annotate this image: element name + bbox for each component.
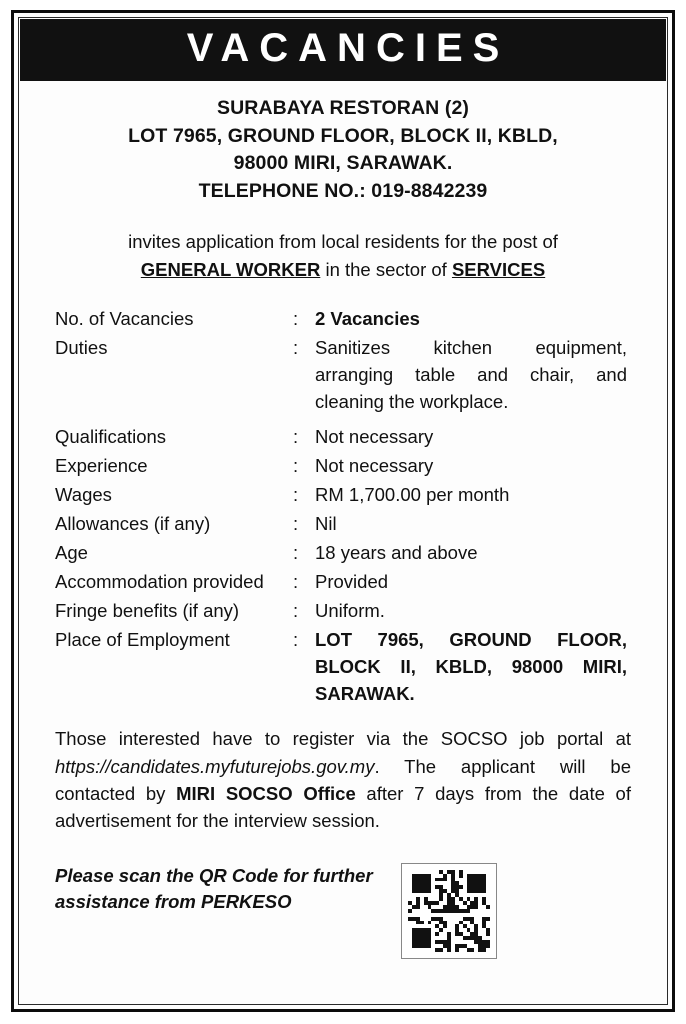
company-address-line-1: LOT 7965, GROUND FLOOR, BLOCK II, KBLD, bbox=[128, 124, 558, 147]
advertisement-inner-border bbox=[18, 17, 668, 1005]
invitation-statement bbox=[19, 212, 667, 290]
table-row bbox=[55, 305, 633, 332]
table-row bbox=[55, 597, 633, 624]
register-text-part-3: after 7 days from the date of advertisement for the interview session. bbox=[55, 783, 631, 832]
row-label-allowances: Allowances (if any) bbox=[55, 513, 211, 535]
invitation-line: invites application from local residents for the post of bbox=[128, 230, 558, 252]
table-row bbox=[55, 452, 633, 479]
company-telephone: TELEPHONE NO.: 019-8842239 bbox=[198, 180, 488, 203]
table-row bbox=[55, 568, 633, 595]
job-sector: SERVICES bbox=[451, 258, 546, 280]
invitation-middle: in the sector of bbox=[320, 258, 452, 280]
row-colon: : bbox=[293, 308, 299, 330]
row-colon: : bbox=[293, 513, 299, 535]
register-text-part-1: Those interested have to register via the SOCSO job portal at bbox=[55, 728, 631, 750]
bottom-spacer bbox=[19, 959, 667, 1004]
row-label-fringe-benefits: Fringe benefits (if any) bbox=[55, 600, 240, 622]
vacancies-banner bbox=[20, 19, 666, 81]
row-colon: : bbox=[293, 455, 299, 477]
row-colon: : bbox=[293, 600, 299, 622]
row-colon: : bbox=[293, 484, 299, 506]
row-label-qualifications: Qualifications bbox=[55, 426, 167, 448]
job-details-table bbox=[19, 289, 667, 709]
company-name: SURABAYA RESTORAN (2) bbox=[216, 97, 470, 119]
row-value-duties: Sanitizes kitchen equipment, arranging table and chair, and cleaning the workplace. bbox=[315, 337, 627, 413]
table-row bbox=[55, 481, 633, 508]
row-value-allowances: Nil bbox=[315, 513, 337, 535]
qr-code-section bbox=[19, 835, 667, 959]
row-label-accommodation: Accommodation provided bbox=[55, 571, 264, 593]
row-label-age: Age bbox=[55, 542, 88, 564]
job-post-title: GENERAL WORKER bbox=[140, 258, 321, 280]
row-value-accommodation: Provided bbox=[315, 571, 389, 593]
register-text-part-2: . The applicant will be contacted by bbox=[55, 755, 631, 804]
row-colon: : bbox=[293, 337, 299, 359]
row-value-qualifications: Not necessary bbox=[315, 426, 434, 448]
row-value-age: 18 years and above bbox=[315, 542, 478, 564]
registration-instructions bbox=[19, 709, 667, 835]
row-value-wages: RM 1,700.00 per month bbox=[315, 484, 510, 506]
row-colon: : bbox=[293, 426, 299, 448]
row-colon: : bbox=[293, 542, 299, 564]
row-value-fringe-benefits: Uniform. bbox=[315, 600, 385, 622]
qr-instruction-text: Please scan the QR Code for further assistance from PERKESO bbox=[55, 864, 373, 913]
row-colon: : bbox=[293, 629, 299, 651]
row-label-wages: Wages bbox=[55, 484, 112, 506]
advertisement-outer-border bbox=[11, 10, 675, 1012]
row-label-duties: Duties bbox=[55, 337, 108, 359]
company-address-line-2: 98000 MIRI, SARAWAK. bbox=[233, 152, 453, 175]
qr-code-icon[interactable] bbox=[401, 863, 497, 959]
row-label-experience: Experience bbox=[55, 455, 148, 477]
row-label-place-of-employment: Place of Employment bbox=[55, 629, 230, 651]
row-label-vacancies: No. of Vacancies bbox=[55, 308, 194, 330]
table-row bbox=[55, 539, 633, 566]
row-value-place-of-employment: LOT 7965, GROUND FLOOR, BLOCK II, KBLD, 98000 MIRI, SARAWAK. bbox=[315, 629, 627, 705]
qr-code-matrix bbox=[408, 870, 490, 952]
row-value-vacancies: 2 Vacancies bbox=[315, 308, 420, 330]
table-row bbox=[55, 626, 633, 707]
table-row bbox=[55, 423, 633, 450]
table-row bbox=[55, 334, 633, 415]
row-colon: : bbox=[293, 571, 299, 593]
row-value-experience: Not necessary bbox=[315, 455, 434, 477]
socso-office-name: MIRI SOCSO Office bbox=[176, 783, 356, 804]
socso-portal-link[interactable]: https://candidates.myfuturejobs.gov.my bbox=[55, 755, 375, 777]
table-row bbox=[55, 510, 633, 537]
company-header bbox=[19, 81, 667, 212]
banner-title: VACANCIES bbox=[186, 26, 510, 70]
